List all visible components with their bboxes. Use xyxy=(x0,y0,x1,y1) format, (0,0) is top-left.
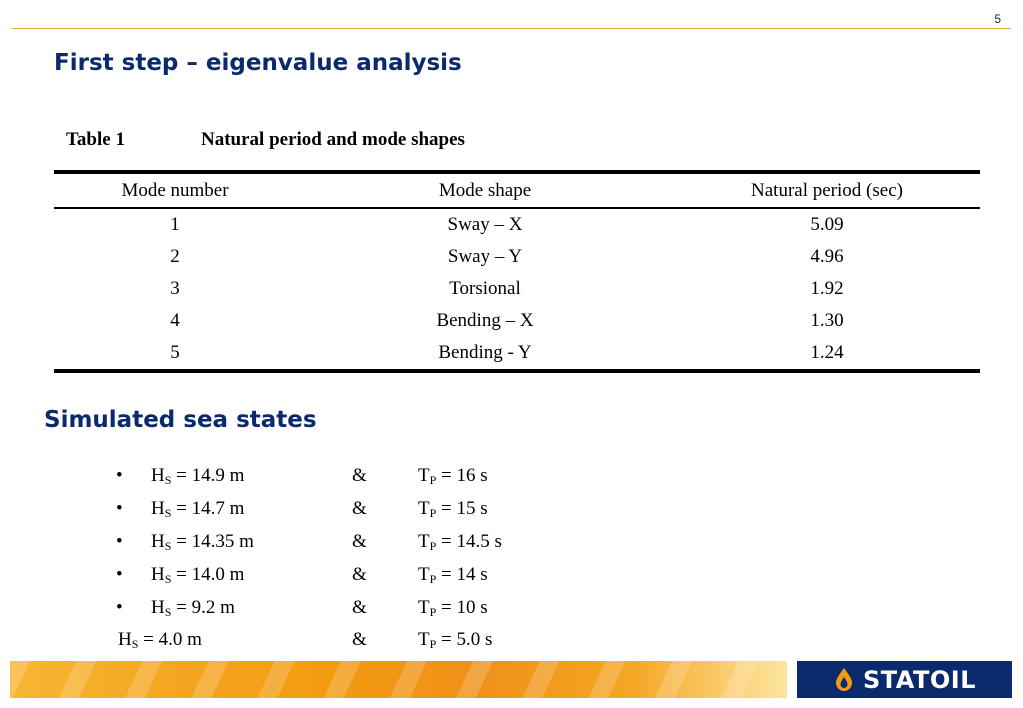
header-mode-number: Mode number xyxy=(54,174,296,208)
sea-state-item xyxy=(0,498,700,526)
table-caption xyxy=(66,129,465,151)
statoil-logo xyxy=(797,661,1012,698)
tp-value: $T_P = 14.5$ s xyxy=(418,531,502,553)
hs-value: $H_S = 14.0$ m xyxy=(151,564,245,586)
cell-mode-number: 1 xyxy=(170,214,180,235)
cell-mode-number: 5 xyxy=(170,342,180,363)
hs-value: $H_S = 4.0$ m xyxy=(118,629,202,651)
bullet: • xyxy=(116,597,123,618)
tp-value: $T_P = 10$ s xyxy=(418,597,488,619)
cell-mode-shape: Torsional xyxy=(449,278,521,299)
cell-mode-shape: Sway – X xyxy=(447,214,523,235)
section-heading: Simulated sea states xyxy=(44,407,317,433)
table-row xyxy=(54,241,980,273)
hs-value: $H_S = 14.9$ m xyxy=(151,465,245,487)
flame-drop-icon xyxy=(833,667,855,693)
top-rule xyxy=(12,28,1011,29)
sea-state-item xyxy=(0,465,700,493)
table-row xyxy=(54,305,980,337)
tp-value: $T_P = 14$ s xyxy=(418,564,488,586)
cell-mode-shape: Sway – Y xyxy=(447,246,523,267)
bullet: • xyxy=(116,465,123,486)
page-number: 5 xyxy=(994,12,1001,26)
bullet: • xyxy=(116,564,123,585)
footer-banner xyxy=(10,661,787,698)
table-caption-number: Table 1 xyxy=(66,129,125,150)
tp-value: $T_P = 15$ s xyxy=(418,498,488,520)
table-row xyxy=(54,273,980,305)
cell-natural-period: 4.96 xyxy=(810,246,844,267)
cell-mode-number: 4 xyxy=(170,310,180,331)
sea-state-item xyxy=(0,629,700,657)
hs-value: $H_S = 14.7$ m xyxy=(151,498,245,520)
mode-table xyxy=(54,170,980,373)
cell-natural-period: 1.30 xyxy=(810,310,844,331)
logo-text: STATOIL xyxy=(863,665,976,694)
ampersand: & xyxy=(352,629,367,650)
ampersand: & xyxy=(352,531,367,552)
tp-value: $T_P = 16$ s xyxy=(418,465,488,487)
header-mode-shape: Mode shape xyxy=(296,174,674,208)
ampersand: & xyxy=(352,465,367,486)
bullet: • xyxy=(116,531,123,552)
cell-mode-shape: Bending – X xyxy=(436,310,534,331)
bullet: • xyxy=(116,498,123,519)
table-row xyxy=(54,337,980,369)
table-row xyxy=(54,208,980,241)
header-natural-period: Natural period (sec) xyxy=(674,174,980,208)
table-caption-title: Natural period and mode shapes xyxy=(201,129,465,150)
ampersand: & xyxy=(352,498,367,519)
hs-value: $H_S = 14.35$ m xyxy=(151,531,254,553)
cell-mode-number: 2 xyxy=(170,246,180,267)
cell-mode-number: 3 xyxy=(170,278,180,299)
slide-title: First step – eigenvalue analysis xyxy=(54,50,462,76)
ampersand: & xyxy=(352,564,367,585)
cell-natural-period: 5.09 xyxy=(810,214,844,235)
cell-mode-shape: Bending - Y xyxy=(438,342,532,363)
sea-state-item xyxy=(0,597,700,625)
sea-state-item xyxy=(0,531,700,559)
hs-value: $H_S = 9.2$ m xyxy=(151,597,235,619)
cell-natural-period: 1.92 xyxy=(810,278,844,299)
tp-value: $T_P = 5.0$ s xyxy=(418,629,493,651)
sea-state-item xyxy=(0,564,700,592)
cell-natural-period: 1.24 xyxy=(810,342,844,363)
table-header-row xyxy=(54,174,980,208)
ampersand: & xyxy=(352,597,367,618)
